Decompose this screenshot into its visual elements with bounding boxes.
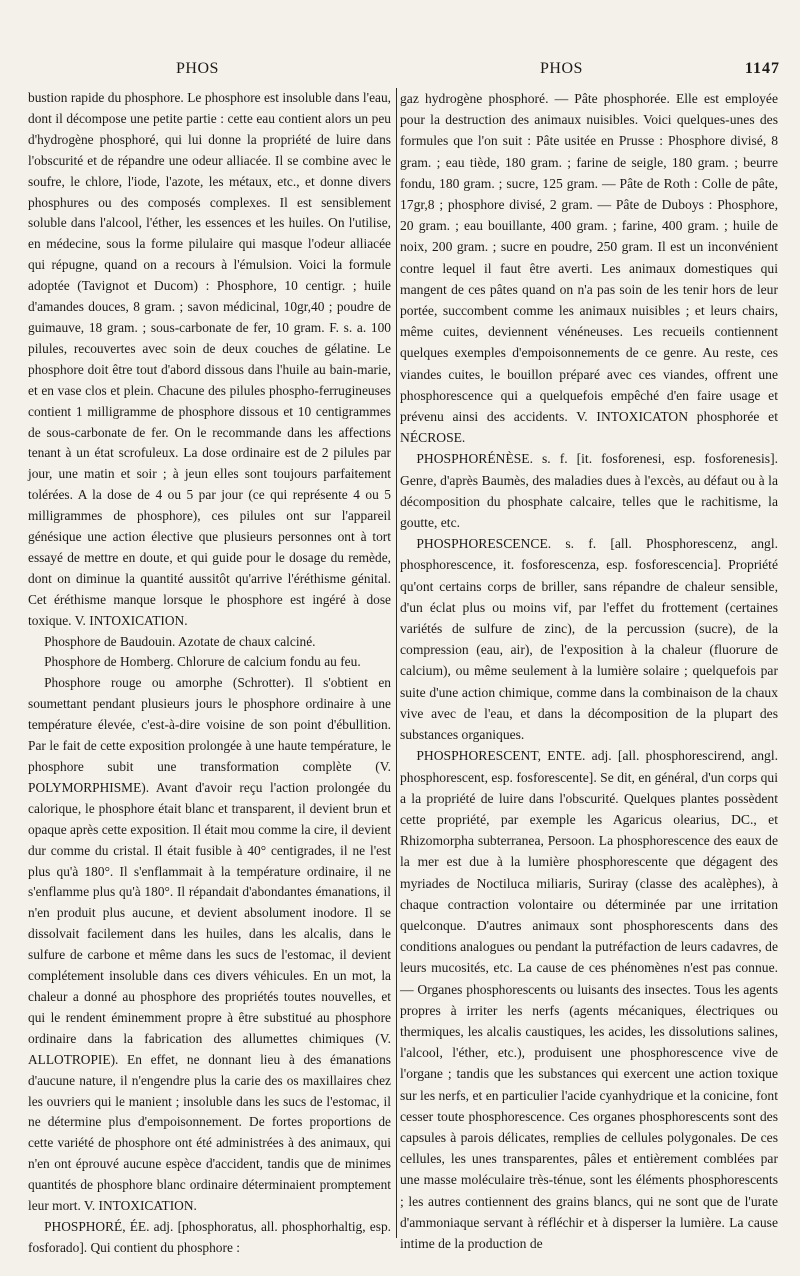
paragraph-phosphore-homberg: Phosphore de Homberg. Chlorure de calcium fondu au feu. bbox=[44, 654, 361, 670]
entry-phosphorescence: PHOSPHORESCENCE. s. f. [all. Phosphorescenz, angl. phosphorescence, it. fosforescenza, esp. fosforescencia]. Propriété qu'ont certains corps de briller, sans répandre de chaleur sensible, d'un éclat plus ou moins vif, par l'effet du frottement (certaines variétés de sulfure de zinc), de la percussion (sucre), de la compression (eau, air), de l'exposition à la chaleur (fluorure de calcium), ou même seulement à la lumière solaire ; quelquefois par suite d'une action chimique, comme dans la combinaison de la chaux vive avec de l'eau, et dans la décomposition de la plupart des substances organiques. bbox=[400, 536, 778, 743]
page-number: 1147 bbox=[744, 60, 780, 77]
header-left-word: PHOS bbox=[176, 60, 219, 77]
right-column bbox=[400, 88, 778, 1254]
entry-phosphore-adj: PHOSPHORÉ, ÉE. adj. [phosphoratus, all. phosphorhaltig, esp. fosforado]. Qui contient du phosphore : bbox=[28, 1218, 391, 1255]
column-divider bbox=[396, 88, 397, 1238]
entry-phosphorenese: PHOSPHORÉNÈSE. s. f. [it. fosforenesi, esp. fosforenesis]. Genre, d'après Baumès, des maladies dues à l'excès, au défaut ou à la décomposition du phosphate calcaire, telles que le rachitisme, la goutte, etc. bbox=[400, 451, 778, 531]
entry-phosphorescent: PHOSPHORESCENT, ENTE. adj. [all. phosphorescirend, angl. phosphorescent, esp. fosforescente]. Se dit, en général, d'un corps qui a la propriété de luire dans l'obscurité. Quelques plantes possèdent cette propriété, par exemple les Agaricus olearius, DC., et Rhizomorpha subterranea, Persoon. La phosphorescence des eaux de la mer est due à la lumière phosphorescente que dégagent des myriades de Noctiluca miliaris, Suriray (classe des acalèphes), à chaque contraction volontaire ou déterminée par une irritation quelconque. D'autres animaux sont phosphorescents dans des conditions analogues ou pendant la putréfaction de leurs cadavres, de leurs mucosités, etc. La cause de ces phénomènes n'est pas connue. — Organes phosphorescents ou luisants des insectes. Tous les agents propres à irriter les nerfs (agents mécaniques, électriques ou thermiques, les alcalis caustiques, les acides, les dissolutions salines, l'alcool, l'éther, etc.), produisent une phosphorescence vive de l'organe ; tandis que les substances qui exercent une action toxique sur les nerfs, et en particulier l'acide cyanhydrique et la conicine, font cesser toute phosphorescence. Ces organes phosphorescents sont des capsules à parois délicates, remplies de cellules polygonales. De ces cellules, les unes transparentes, pâles et entièrement comblées par une masse moléculaire très-ténue, sont les éléments phosphorescents ; les autres contiennent des grains blancs, qui ne sont que de l'urate d'ammoniaque servant à réfléchir et à disperser la lumière. La cause intime de la production de bbox=[400, 748, 779, 1251]
left-column bbox=[28, 88, 391, 1259]
header-right-word: PHOS bbox=[540, 60, 583, 77]
running-header bbox=[0, 60, 800, 86]
paragraph-pate-phosphoree: gaz hydrogène phosphoré. — Pâte phosphorée. Elle est employée pour la destruction des animaux nuisibles. Voici quelques-unes des formules que l'on suit : Pâte usitée en Prusse : Phosphore divisé, 8 gram. ; eau tiède, 180 gram. ; farine de seigle, 180 gram. ; beurre fondu, 180 gram. ; sucre, 125 gram. — Pâte de Roth : Colle de pâte, 17gr,8 ; phosphore divisé, 2 gram. — Pâte de Duboys : Phosphore, 20 gram. ; eau bouillante, 400 gram. ; farine, 400 gram. ; huile de noix, 200 gram. ; sucre en poudre, 250 gram. Il est un inconvénient contre lequel il faut être averti. Les animaux domestiques qui mangent de ces pâtes quand on n'a pas soin de les tenir hors de leur portée, succombent comme les animaux nuisibles ; et leurs chairs, même cuites, deviennent vénéneuses. Les recueils contiennent quelques exemples d'empoisonnements de ce genre. Au reste, ces viandes cuites, le bouillon préparé avec ces viandes, offrent une phosphorescence qui a quelquefois empêché d'en faire usage et prévenu ainsi des accidents. V. INTOXICATON phosphorée et NÉCROSE. bbox=[400, 91, 778, 446]
paragraph-phosphore-continued: bustion rapide du phosphore. Le phosphore est insoluble dans l'eau, dont il décompose une petite partie : cette eau contient alors un peu d'hydrogène phosphoré, qui lui donne la propriété de luire dans l'obscurité et de répandre une odeur alliacée. Il se combine avec le soufre, le chlore, l'iode, l'azote, les métaux, etc., et donne divers phosphures ou des composés complexes. Il est sensiblement soluble dans l'alcool, l'éther, les essences et les huiles. On l'utilise, en médecine, sous la forme pilulaire qui masque l'odeur alliacée qui répugne, quand on a recours à l'émulsion. Voici la formule adoptée (Tavignot et Ducom) : Phosphore, 10 centigr. ; huile d'amandes douces, 8 gram. ; savon médicinal, 10gr,40 ; poudre de guimauve, 18 gram. ; sous-carbonate de fer, 10 gram. F. s. a. 100 pilules, recouvertes avec soin de deux couches de gélatine. Le phosphore doit être tout d'abord dissous dans l'huile au bain-marie, et en vase clos et plein. Chacune des pilules phospho-ferrugineuses contient 1 milligramme de phosphore dissous et 10 centigrammes de sous-carbonate de fer. On le recommande dans les affections tenant à un état scrofuleux. La dose ordinaire est de 2 pilules par jour, une matin et soir ; à jeun elles sont toujours parfaitement tolérées. A la dose de 4 ou 5 par jour (ce qui représente 4 ou 5 milligrammes de phosphore), ces pilules ont sur l'appareil génésique une action élective que plusieurs personnes ont à tort essayé de mettre en doute, et qui guide pour le dosage du remède, dont on diminue la quantité aussitôt qu'arrive l'éréthisme génital. Cet éréthisme manque lorsque le phosphore est ingéré à dose toxique. V. INTOXICATION. bbox=[28, 90, 391, 628]
paragraph-phosphore-rouge: Phosphore rouge ou amorphe (Schrotter). Il s'obtient en soumettant pendant plusieurs jours le phosphore ordinaire à une température élevée, c'est-à-dire voisine de son point d'ébullition. Par le fait de cette exposition prolongée à une haute température, le phosphore subit une transformation complète (V. POLYMORPHISME). Avant d'avoir reçu l'action prolongée du calorique, le phosphore était blanc et transparent, il devient brun et opaque après cette exposition. Il était mou comme la cire, il devient dur comme du cristal. Il était fusible à 40° centigrades, il ne l'est plus qu'à 180°. Il s'enflammait à la température ordinaire, il ne s'enflamme plus qu'à 180°. Il répandait d'abondantes émanations, il n'en produit plus aucune, et devient absolument inodore. Il se dissolvait facilement dans les huiles, dans les alcalis, dans le sulfure de carbone et même dans les sucs de l'estomac, il devient complétement insoluble dans ces divers véhicules. En un mot, la chaleur a donné au phosphore des propriétés toutes nouvelles, et qui le rendent éminemment propre à être substitué au phosphore ordinaire dans la fabrication des allumettes chimiques (V. ALLOTROPIE). En effet, ne donnant lieu à des émanations d'aucune nature, il n'engendre plus la carie des os maxillaires chez les ouvriers qui le manient ; insoluble dans les sucs de l'estomac, il ne détermine plus d'empoisonnement. De fortes proportions de cette variété de phosphore ont été administrées à des animaux, qui n'en ont éprouvé aucune espèce d'accident, tandis que de minimes quantités de phosphore blanc ordinaire déterminaient promptement leur mort. V. INTOXICATION. bbox=[28, 675, 391, 1214]
paragraph-phosphore-baudouin: Phosphore de Baudouin. Azotate de chaux calciné. bbox=[44, 633, 316, 649]
